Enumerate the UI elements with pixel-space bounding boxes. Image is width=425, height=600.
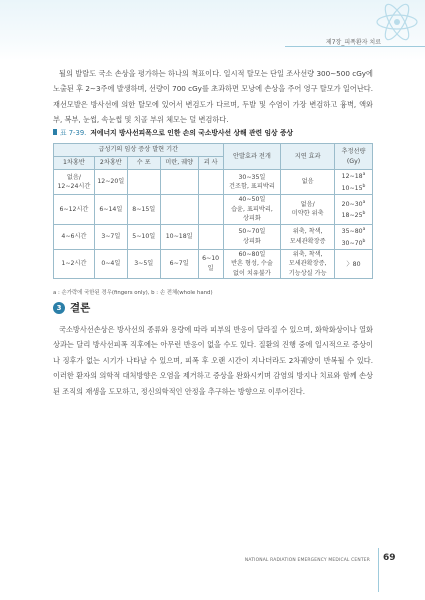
cell-first: 4∼6시간 [54,224,95,249]
cell-dose [335,224,373,249]
dose-b: 10∼15 [341,185,363,193]
table-row [54,170,373,195]
table-title: 저에너지 방사선피폭으로 인한 손의 국소방사선 상해 관련 임상 증상 [90,129,294,137]
cell-second: 12∼20일 [94,170,127,195]
page-number: 69 [383,553,396,563]
table-label: 표 7-39. [60,129,87,137]
table-footnote: a : 손가락에 국한된 경우(fingers only), b : 손 전체(whole hand) [53,290,213,296]
conclusion-paragraph: 국소방사선손상은 방사선의 종류와 용량에 따라 피부의 반응이 달라질 수 있으며, 화학화상이나 열화상과는 달리 방사선피폭 직후에는 아무런 반응이 없을 수도 있다. 질환의 진행 중에 일시적으로 증상이나 징후가 없는 시기가 나타날 수 있으며, 피폭 후 오랜 시간이 지나더라도 2차궤양이 반복될 수 있다. 이러한 환자의 의학적 대처방향은 오염을 제거하고 증상을 완화시키며 감염의 방지나 치료와 함께 손상된 조직의 재생을 도모하고, 정신의학적인 안정을 추구하는 방향으로 이루어진다. [53,325,373,396]
header-edema: 수 포 [127,157,160,170]
cell-second: 0∼4일 [94,249,127,279]
section-heading [53,300,90,315]
dose-a-mark: a [362,226,366,232]
cell-outcome: 50∼70일 상피화 [223,224,281,249]
cell-second: 3∼7일 [94,224,127,249]
cell-dose [335,249,373,279]
cell-late: 없음 [281,170,335,195]
cell-erosion [160,170,198,195]
cell-outcome: 40∼50일 습윤, 표피박리, 상피화 [223,195,281,225]
table-row [54,249,373,279]
dose-b-mark: b [362,184,366,189]
dose-a-mark: a [362,172,366,178]
dose-b-mark: b [362,211,366,217]
cell-erosion [160,195,198,225]
dose-b: 30∼70 [341,239,363,247]
symptom-table [53,143,373,279]
cell-late: 없음/ 미약한 위축 [281,195,335,225]
header-group: 급성기의 임상 증상 발현 기간 [54,144,224,157]
dose-a: 20∼30 [341,200,363,208]
cell-first: 6∼12시간 [54,195,95,225]
footer-org: NATIONAL RADIATION EMERGENCY MEDICAL CENTER [244,558,370,563]
dose-a: 12∼18 [341,173,363,181]
cell-first: 없음/ 12∼24시간 [54,170,95,195]
header-band [0,0,425,60]
dose-a: 35∼80 [341,228,363,235]
header-outcome: 안발효과 전개 [223,144,281,170]
section-title: 결론 [70,302,91,314]
numbered-circle-icon: 3 [53,302,65,314]
intro-paragraph: 될의 발랄도 국소 손상을 평가하는 하나의 척표이다. 일시적 탈모는 단일 조사선량 300∼500 cGy에 노출된 후 2∼3주에 발생하며, 선량이 700 cGy를 초과하면 모낭에 손상을 주어 영구 탈모가 일어난다. 재선모발은 방사선에 의한 탈모에 있어서 변검도가 다르며, 두발 및 수염이 가장 변검하고 흉벽, 액와부, 복부, 눈썹, 속눈썹 및 치골 부위 체모는 덜 변검하다. [53,69,373,125]
cell-necrosis [198,224,223,249]
table-row [54,195,373,225]
cell-outcome: 30∼35일 건조함, 표피박리 [223,170,281,195]
header-late: 지연 효과 [281,144,335,170]
table-row [54,224,373,249]
dose-a-mark: a [362,199,366,205]
header-necrosis: 괴 사 [198,157,223,170]
cell-first: 1∼2시간 [54,249,95,279]
cell-erosion: 10∼18일 [160,224,198,249]
header-erosion: 미란, 궤양 [160,157,198,170]
cell-edema: 3∼5일 [127,249,160,279]
header-first: 1차홍반 [54,157,95,170]
header-dose-label: 추정선량 [341,148,366,155]
cell-erosion: 6∼7일 [160,249,198,279]
cell-necrosis [198,195,223,225]
cell-necrosis: 6∼10 일 [198,249,223,279]
chapter-title: 제7장_피폭환자 치료 [325,39,381,46]
cell-edema: 5∼10일 [127,224,160,249]
caption-marker-icon [53,129,57,135]
cell-edema [127,170,160,195]
header-dose-unit: (Gy) [346,157,361,165]
cell-second: 6∼14일 [94,195,127,225]
cell-dose [335,195,373,225]
dose-a: 〉80 [346,261,361,269]
cell-necrosis [198,170,223,195]
header-second: 2차홍반 [94,157,127,170]
header-dose [335,144,373,170]
dose-b: 18∼25 [341,212,363,220]
cell-late: 위축, 착색, 모세관확장증 [281,224,335,249]
header-rule [285,46,425,47]
cell-late: 위축, 착색, 모세관확장증, 기능상실 가능 [281,249,335,279]
cell-edema: 8∼15일 [127,195,160,225]
dose-b-mark: b [362,238,366,244]
atom-icon [367,0,423,56]
cell-outcome: 60∼80일 반흔 형성, 수술 없이 치유불가 [223,249,281,279]
cell-dose [335,170,373,195]
table-caption [53,127,293,137]
footer-rule [378,548,379,592]
